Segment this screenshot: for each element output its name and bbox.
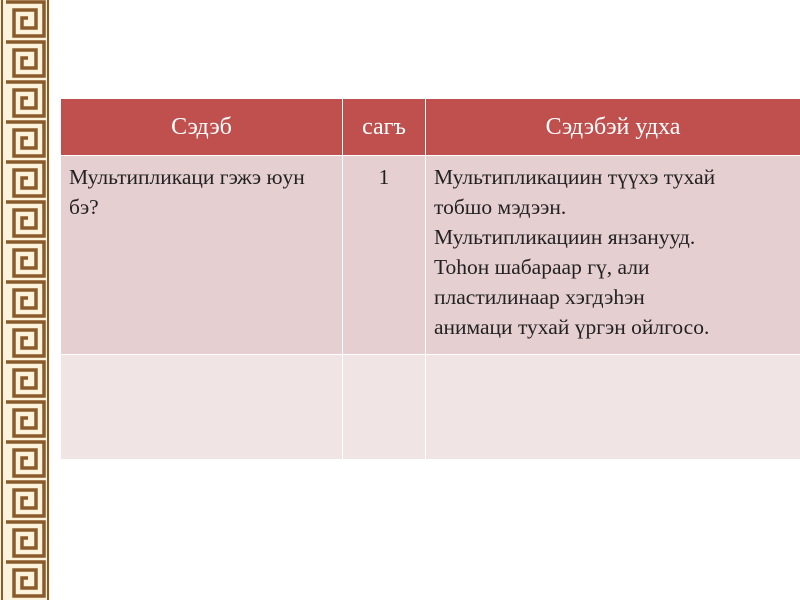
content-line: пластилинаар хэгдэһэн xyxy=(434,285,645,309)
content-line: анимаци тухай үргэн ойлгосо. xyxy=(434,315,710,339)
cell-hours: 1 xyxy=(343,156,426,355)
table-row xyxy=(61,355,800,460)
decorative-greek-key-border xyxy=(0,0,50,600)
header-content: Сэдэбэй удха xyxy=(426,99,800,156)
cell-content xyxy=(426,156,800,355)
table-header-row xyxy=(61,99,800,156)
header-hours: сагъ xyxy=(343,99,426,156)
cell-topic: Мультипликаци гэжэ юун бэ? xyxy=(61,156,343,355)
greek-key-pattern-icon xyxy=(0,0,50,600)
lesson-plan-table xyxy=(60,98,800,460)
header-topic: Сэдэб xyxy=(61,99,343,156)
cell-topic-empty xyxy=(61,355,343,460)
content-line: тобшо мэдээн. xyxy=(434,195,567,219)
content-line: Мультипликациин түүхэ тухай xyxy=(434,165,716,189)
content-line: Тоһон шабараар гү, али xyxy=(434,255,650,279)
cell-content-empty xyxy=(426,355,800,460)
cell-hours-empty xyxy=(343,355,426,460)
content-line: Мультипликациин янзанууд. xyxy=(434,225,696,249)
lesson-plan-table-container xyxy=(60,98,800,460)
table-row xyxy=(61,156,800,355)
